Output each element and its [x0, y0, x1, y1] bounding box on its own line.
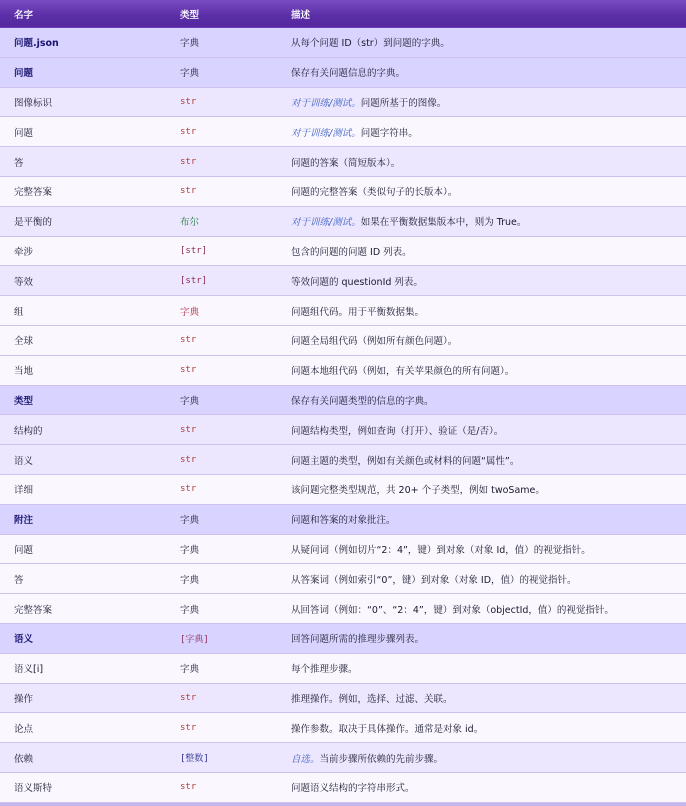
field-type: str	[180, 454, 197, 465]
header-type: 类型	[180, 9, 200, 21]
field-type: str	[180, 722, 197, 733]
description-text: 问题所基于的图像。	[360, 97, 447, 109]
header-name: 名字	[14, 9, 34, 21]
description-text: 从每个问题 ID（str）到问题的字典。	[291, 38, 450, 50]
description-text: 问题和答案的对象批注。	[291, 515, 396, 527]
description-text: 问题的完整答案（类似句子的长版本）。	[291, 187, 458, 199]
field-description	[291, 631, 686, 645]
field-description	[291, 214, 686, 228]
field-type: 字典	[180, 604, 200, 616]
field-type: [str]	[180, 245, 208, 256]
field-name: 图像标识	[14, 97, 53, 109]
description-text: 问题字符串。	[360, 127, 418, 139]
field-name: 组	[14, 306, 24, 318]
table-row	[0, 266, 686, 296]
table-row	[0, 296, 686, 326]
description-qualifier: 自选。	[291, 753, 320, 765]
field-description	[291, 423, 686, 437]
table-row	[0, 773, 686, 803]
field-description	[291, 274, 686, 288]
description-text: 保存有关问题信息的字典。	[291, 68, 406, 80]
table-row	[0, 356, 686, 386]
table-row	[0, 28, 686, 58]
table-row	[0, 624, 686, 654]
field-name: 依赖	[14, 753, 34, 765]
field-type: str	[180, 782, 197, 793]
table-row	[0, 684, 686, 714]
field-name: 操作	[14, 693, 34, 705]
field-name: 是平衡的	[14, 217, 53, 229]
field-description	[291, 155, 686, 169]
field-type: [字典]	[180, 634, 209, 645]
description-text: 从回答词（例如：“0”、“2：4”，键）到对象（objectId，值）的视觉指针。	[291, 604, 614, 616]
field-name: 问题	[14, 127, 34, 139]
field-description	[291, 304, 686, 318]
table-row	[0, 386, 686, 416]
description-text: 当前步骤所依赖的先前步骤。	[319, 753, 444, 765]
field-description	[291, 751, 686, 765]
description-text: 问题的答案（简短版本）。	[291, 157, 401, 169]
field-type: [整数]	[180, 754, 209, 765]
field-description	[291, 780, 686, 794]
field-type: 字典	[180, 306, 200, 318]
description-text: 包含的问题的问题 ID 列表。	[291, 246, 412, 258]
field-name: 当地	[14, 366, 34, 378]
field-type: 字典	[180, 574, 200, 586]
field-name: 全球	[14, 336, 34, 348]
field-type: [str]	[180, 275, 208, 286]
field-description	[291, 453, 686, 467]
field-name: 问题	[14, 68, 34, 80]
field-description	[291, 363, 686, 377]
field-name: 等效	[14, 276, 34, 288]
field-description	[291, 721, 686, 735]
table-row	[0, 237, 686, 267]
description-qualifier: 对于训练/测试。	[291, 217, 361, 229]
field-type: str	[180, 96, 197, 107]
description-text: 操作参数。取决于具体操作。通常是对象 id。	[291, 723, 484, 735]
field-type: 字典	[180, 68, 200, 80]
description-text: 问题组代码。用于平衡数据集。	[291, 306, 425, 318]
table-row	[0, 743, 686, 773]
description-text: 如果在平衡数据集版本中，则为 True。	[360, 217, 527, 229]
field-name: 语义	[14, 455, 34, 467]
table-row	[0, 535, 686, 565]
description-text: 保存有关问题类型的信息的字典。	[291, 395, 434, 407]
field-name: 论点	[14, 723, 34, 735]
field-type: str	[180, 335, 197, 346]
description-text: 每个推理步骤。	[291, 664, 358, 676]
description-text: 推理操作。例如，选择、过滤、关联。	[291, 693, 453, 705]
description-text: 从答案词（例如索引“0”，键）到对象（对象 ID，值）的视觉指针。	[291, 574, 577, 586]
field-description	[291, 125, 686, 139]
field-name: 结构的	[14, 425, 43, 437]
description-text: 问题全局组代码（例如所有颜色问题）。	[291, 336, 458, 348]
field-type: str	[180, 692, 197, 703]
field-description	[291, 691, 686, 705]
description-qualifier: 对于训练/测试。	[291, 127, 361, 139]
field-name: 语义	[14, 634, 34, 646]
table-row	[0, 207, 686, 237]
field-type: 布尔	[180, 217, 200, 229]
field-type: str	[180, 424, 197, 435]
field-name: 问题	[14, 544, 34, 556]
field-type: 字典	[180, 515, 200, 527]
table-row	[0, 117, 686, 147]
description-text: 问题结构类型，例如查询（打开）、验证（是/否）。	[291, 425, 504, 437]
field-name: 问题.json	[14, 38, 59, 50]
table-row	[0, 445, 686, 475]
table-row	[0, 505, 686, 535]
description-text: 问题主题的类型，例如有关颜色或材料的问题“属性”。	[291, 455, 520, 467]
table-row	[0, 177, 686, 207]
field-name: 语义[i]	[14, 664, 44, 676]
table-bottom-border	[0, 803, 686, 806]
table-row	[0, 147, 686, 177]
field-description	[291, 661, 686, 675]
header-description: 描述	[291, 9, 311, 21]
description-text: 从疑问词（例如切片“2：4”，键）到对象（对象 Id，值）的视觉指针。	[291, 544, 591, 556]
description-text: 问题本地组代码（例如，有关苹果颜色的所有问题）。	[291, 366, 515, 378]
table-row	[0, 58, 686, 88]
field-name: 牵涉	[14, 246, 34, 258]
table-row	[0, 594, 686, 624]
field-name: 答	[14, 574, 24, 586]
field-name: 答	[14, 157, 24, 169]
description-text: 该问题完整类型规范，共 20+ 个子类型，例如 twoSame。	[291, 485, 545, 497]
field-type: 字典	[180, 544, 200, 556]
field-name: 详细	[14, 485, 34, 497]
field-description	[291, 65, 686, 79]
table-row	[0, 713, 686, 743]
field-type: str	[180, 186, 197, 197]
field-name: 附注	[14, 515, 34, 527]
field-description	[291, 333, 686, 347]
field-type: 字典	[180, 38, 200, 50]
field-description	[291, 393, 686, 407]
table-row	[0, 415, 686, 445]
description-text: 等效问题的 questionId 列表。	[291, 276, 423, 288]
table-row	[0, 564, 686, 594]
field-name: 完整答案	[14, 604, 53, 616]
field-name: 语义斯特	[14, 783, 53, 795]
field-type: str	[180, 156, 197, 167]
table-row	[0, 88, 686, 118]
description-qualifier: 对于训练/测试。	[291, 97, 361, 109]
field-type: 字典	[180, 395, 200, 407]
field-type: str	[180, 365, 197, 376]
field-type: str	[180, 126, 197, 137]
field-type: str	[180, 484, 197, 495]
table-row	[0, 654, 686, 684]
field-type: 字典	[180, 664, 200, 676]
table-header	[0, 0, 686, 28]
field-description	[291, 95, 686, 109]
field-name: 完整答案	[14, 187, 53, 199]
field-description	[291, 482, 686, 496]
field-description	[291, 512, 686, 526]
field-description	[291, 184, 686, 198]
description-text: 回答问题所需的推理步骤列表。	[291, 634, 425, 646]
field-name: 类型	[14, 395, 34, 407]
table-row	[0, 326, 686, 356]
table-body	[0, 28, 686, 803]
table-row	[0, 475, 686, 505]
field-description	[291, 35, 686, 49]
field-description	[291, 572, 686, 586]
field-description	[291, 602, 686, 616]
field-description	[291, 244, 686, 258]
description-text: 问题语义结构的字符串形式。	[291, 783, 415, 795]
field-description	[291, 542, 686, 556]
